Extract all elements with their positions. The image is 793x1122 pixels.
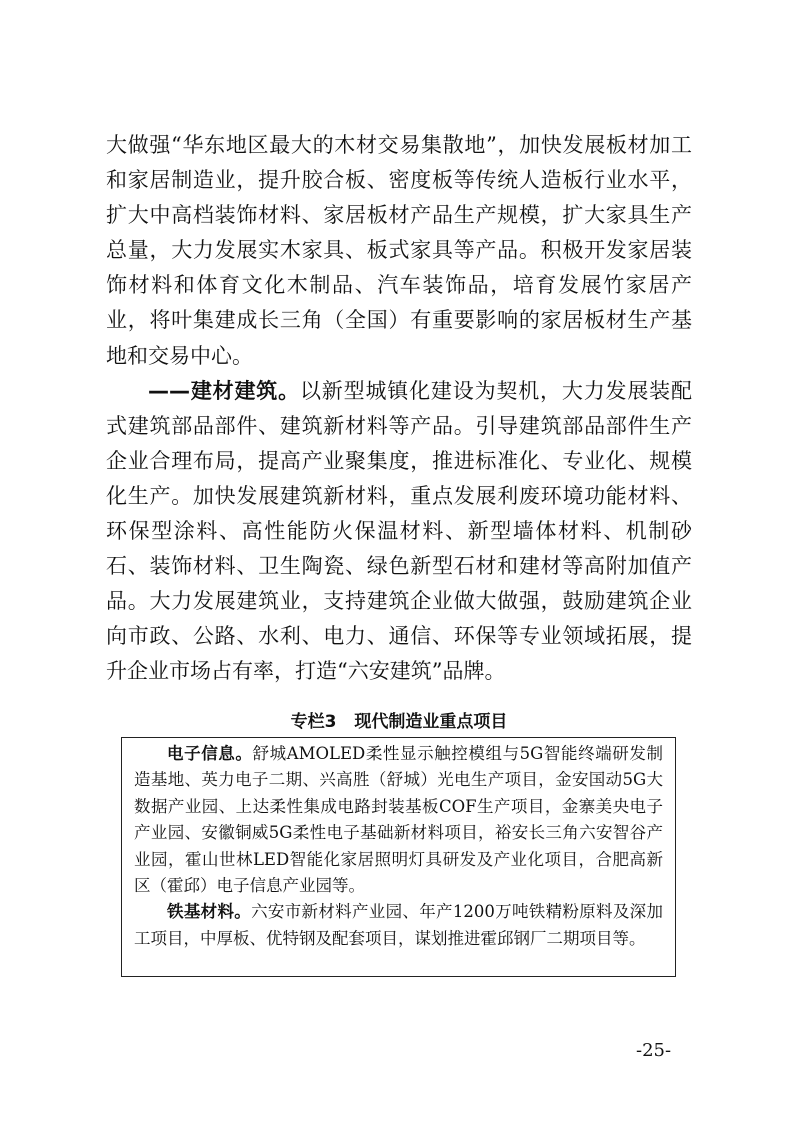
column-item-iron (134, 899, 663, 952)
column-box-heading (106, 707, 692, 732)
column-item-iron-lead: 铁基材料。 (167, 902, 252, 922)
column-box-title: 现代制造业重点项目 (354, 712, 508, 732)
column-item-electronics-lead: 电子信息。 (167, 744, 253, 763)
paragraph-home-materials: 大做强“华东地区最大的木材交易集散地”，加快发展板材加工和家居制造业，提升胶合板、密度板等传统人造板行业水平，扩大中高档装饰材料、家居板材产品生产规模，扩大家具生产总量，大力发展实木家具、板式家具等产品。积极开发家居装饰材料和体育文化木制品、汽车装饰品，培育发展竹家居产业，将叶集建成长三角（全国）有重要影响的家居板材生产基地和交易中心。 (106, 133, 692, 368)
page-number: -25- (636, 1040, 672, 1061)
column-item-iron-text: 六安市新材料产业园、年产1200万吨铁精粉原料及深加工项目，中厚板、优特钢及配套项目，谋划推进霍邱钢厂二期项目等。 (134, 902, 663, 948)
paragraph-building-materials (106, 374, 692, 690)
section-lead-building: ——建材建筑。 (148, 378, 300, 403)
paragraph-building-text: 以新型城镇化建设为契机，大力发展装配式建筑部品部件、建筑新材料等产品。引导建筑部品部件生产企业合理布局，提高产业聚集度，推进标准化、专业化、规模化生产。加快发展建筑新材料，重点发展利废环境功能材料、环保型涂料、高性能防火保温材料、新型墙体材料、机制砂石、装饰材料、卫生陶瓷、绿色新型石材和建材等高附加值产品。大力发展建筑业，支持建筑企业做大做强，鼓励建筑企业向市政、公路、水利、电力、通信、环保等专业领域拓展，提升企业市场占有率，打造“六安建筑”品牌。 (106, 378, 693, 684)
column-box (121, 737, 676, 977)
column-box-label: 专栏3 (290, 712, 337, 732)
column-item-electronics (134, 741, 663, 899)
body-text (106, 128, 692, 690)
column-item-electronics-text: 舒城AMOLED柔性显示触控模组与5G智能终端研发制造基地、英力电子二期、兴高胜（舒城）光电生产项目，金安国动5G大数据产业园、上达柔性集成电路封装基板COF生产项目，金寨美央电子产业园、安徽铜威5G柔性电子基础新材料项目，裕安长三角六安智谷产业园，霍山世林LED智能化家居照明灯具研发及产业化项目，合肥高新区（霍邱）电子信息产业园等。 (134, 744, 663, 896)
